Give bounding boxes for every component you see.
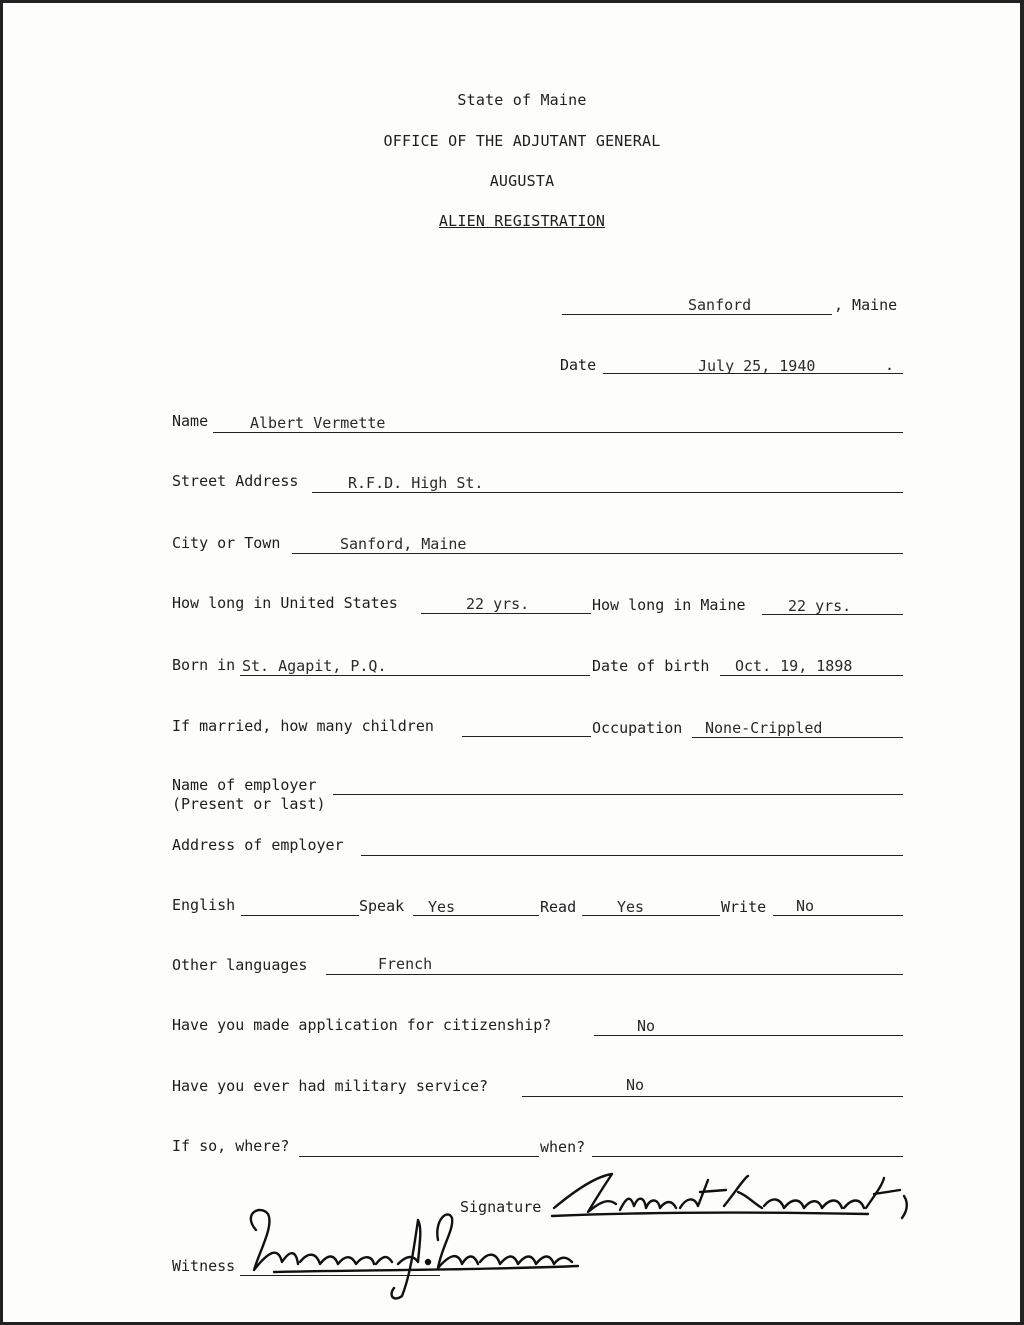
occupation-line <box>692 737 903 738</box>
where-line <box>299 1156 539 1157</box>
place-town-value: Sanford <box>688 296 752 314</box>
employer-address-label: Address of employer <box>172 836 344 854</box>
signature-handwriting <box>548 1168 918 1228</box>
how-long-maine-label: How long in Maine <box>592 596 746 614</box>
write-label: Write <box>721 898 767 916</box>
citizenship-value: No <box>637 1017 656 1035</box>
date-of-birth-line <box>720 675 903 676</box>
other-languages-value: French <box>378 955 433 973</box>
how-long-us-value: 22 yrs. <box>466 595 530 613</box>
how-long-maine-value: 22 yrs. <box>788 597 852 615</box>
scan-border-left <box>0 0 3 1325</box>
employer-name-label: Name of employer <box>172 776 317 794</box>
scan-border-right <box>1020 0 1024 1325</box>
city-label: City or Town <box>172 534 281 552</box>
city-value: Sanford, Maine <box>340 535 467 553</box>
witness-handwriting <box>238 1200 583 1305</box>
occupation-value: None-Crippled <box>705 719 823 737</box>
citizenship-label: Have you made application for citizenship? <box>172 1016 552 1034</box>
form-title: ALIEN REGISTRATION <box>438 212 606 230</box>
children-line <box>462 736 591 737</box>
city-line <box>292 553 903 554</box>
signature-label: Signature <box>460 1198 542 1216</box>
street-address-label: Street Address <box>172 472 299 490</box>
header-state: State of Maine <box>457 91 587 109</box>
name-line <box>213 432 903 433</box>
english-line <box>241 915 359 916</box>
how-long-us-label: How long in United States <box>172 594 398 612</box>
employer-address-line <box>361 855 903 856</box>
header-office: OFFICE OF THE ADJUTANT GENERAL <box>383 132 661 150</box>
street-address-value: R.F.D. High St. <box>348 474 484 492</box>
when-line <box>592 1156 903 1157</box>
born-in-value: St. Agapit, P.Q. <box>242 657 387 675</box>
citizenship-line <box>594 1035 903 1036</box>
date-of-birth-label: Date of birth <box>592 657 710 675</box>
speak-value: Yes <box>428 898 456 916</box>
name-label: Name <box>172 412 209 430</box>
name-value: Albert Vermette <box>250 414 386 432</box>
employer-name-sublabel: (Present or last) <box>172 795 326 813</box>
read-value: Yes <box>617 898 645 916</box>
witness-label: Witness <box>172 1257 236 1275</box>
occupation-label: Occupation <box>592 719 683 737</box>
scan-border-top <box>0 0 1024 3</box>
write-value: No <box>796 897 815 915</box>
when-label: when? <box>540 1138 586 1156</box>
read-line <box>582 915 720 916</box>
english-label: English <box>172 896 236 914</box>
date-suffix: . <box>885 356 895 374</box>
how-long-us-line <box>421 613 591 614</box>
date-label: Date <box>560 356 597 374</box>
military-line <box>522 1096 903 1097</box>
write-line <box>773 915 903 916</box>
military-label: Have you ever had military service? <box>172 1077 489 1095</box>
street-address-line <box>312 492 903 493</box>
read-label: Read <box>540 898 577 916</box>
date-value: July 25, 1940 <box>698 357 816 375</box>
other-languages-label: Other languages <box>172 956 308 974</box>
military-value: No <box>626 1076 645 1094</box>
speak-label: Speak <box>359 897 405 915</box>
header-city: AUGUSTA <box>489 172 555 190</box>
place-state-suffix: , Maine <box>834 296 898 314</box>
where-label: If so, where? <box>172 1137 290 1155</box>
children-label: If married, how many children <box>172 717 434 735</box>
date-of-birth-value: Oct. 19, 1898 <box>735 657 853 675</box>
born-in-label: Born in <box>172 656 236 674</box>
place-line <box>562 314 832 315</box>
born-in-line <box>240 675 590 676</box>
other-languages-line <box>326 974 903 975</box>
employer-name-line <box>333 794 903 795</box>
